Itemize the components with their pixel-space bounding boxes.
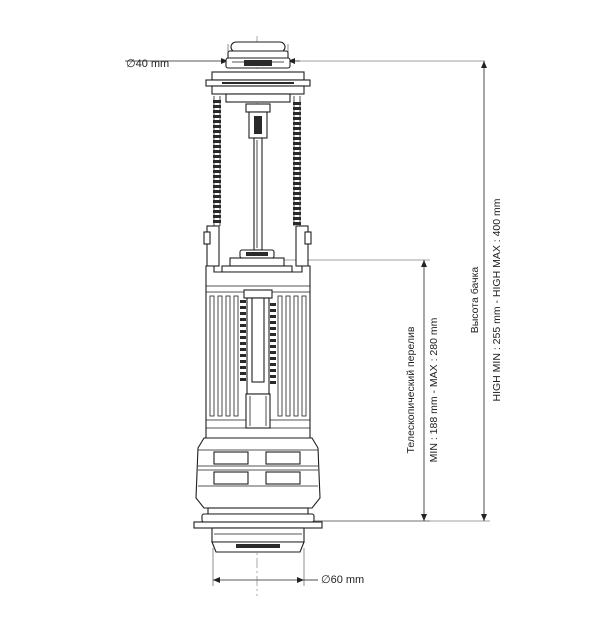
spring-link — [270, 375, 276, 378]
spring-link — [270, 315, 276, 318]
spring-link — [270, 327, 276, 330]
chain-link — [293, 152, 301, 155]
spring-link — [270, 321, 276, 324]
spring-link — [240, 378, 246, 381]
spring-link — [270, 339, 276, 342]
chain-link — [213, 130, 221, 133]
chain-link — [213, 165, 221, 168]
chain-link — [213, 175, 221, 178]
spring-link — [270, 381, 276, 384]
push-button — [226, 42, 290, 68]
top-diameter-label: ∅40 mm — [126, 58, 170, 70]
overflow-range: MIN : 188 mm - MAX : 280 mm — [428, 317, 440, 463]
bottom-diameter-dimension — [213, 548, 364, 586]
chain-link — [293, 182, 301, 185]
float-collar — [222, 250, 292, 272]
cage-bar — [294, 296, 298, 416]
chain-link — [213, 195, 221, 198]
chain-link — [293, 217, 301, 220]
bottom-diameter-label: ∅60 mm — [321, 574, 365, 586]
cage-bar — [234, 296, 238, 416]
chain-link — [213, 135, 221, 138]
chain-link — [213, 180, 221, 183]
chain-link — [213, 205, 221, 208]
chain-link — [293, 157, 301, 160]
cage-bar — [210, 296, 214, 416]
chain-link — [213, 160, 221, 163]
spring-link — [240, 318, 246, 321]
spring-link — [240, 306, 246, 309]
chain-link — [293, 187, 301, 190]
base-seal — [194, 508, 322, 552]
spring-link — [240, 354, 246, 357]
central-rod — [246, 104, 270, 250]
top-diameter-dimension — [125, 44, 485, 70]
chain-link — [293, 162, 301, 165]
chain-link — [213, 220, 221, 223]
chain-link — [293, 132, 301, 135]
chain-link — [293, 102, 301, 105]
chain-link — [213, 170, 221, 173]
chain-link — [213, 125, 221, 128]
chain-link — [213, 200, 221, 203]
spring-link — [270, 351, 276, 354]
spring-link — [270, 333, 276, 336]
chain-link — [293, 147, 301, 150]
chain-link — [293, 112, 301, 115]
spring-link — [240, 312, 246, 315]
right-chain — [294, 96, 300, 226]
spring-link — [270, 345, 276, 348]
cage-bar — [286, 296, 290, 416]
spring-link — [240, 360, 246, 363]
chain-link — [293, 137, 301, 140]
spring-link — [240, 348, 246, 351]
spring-link — [270, 369, 276, 372]
cage-bar — [226, 296, 230, 416]
lower-body — [196, 438, 320, 508]
chain-link — [213, 140, 221, 143]
spring-link — [240, 366, 246, 369]
chain-link — [293, 122, 301, 125]
chain-link — [293, 117, 301, 120]
cage-bar — [218, 296, 222, 416]
chain-link — [213, 215, 221, 218]
chain-link — [293, 192, 301, 195]
chain-link — [213, 145, 221, 148]
chain-link — [293, 142, 301, 145]
cage-bar — [302, 296, 306, 416]
chain-link — [293, 197, 301, 200]
chain-link — [213, 185, 221, 188]
overflow-title: Телескопический перелив — [405, 326, 417, 454]
chain-link — [213, 110, 221, 113]
chain-link — [293, 212, 301, 215]
spring-link — [270, 309, 276, 312]
spring-link — [240, 342, 246, 345]
chain-link — [293, 207, 301, 210]
spring-link — [270, 357, 276, 360]
chain-link — [213, 105, 221, 108]
spring-link — [240, 300, 246, 303]
chain-link — [213, 190, 221, 193]
chain-link — [293, 167, 301, 170]
spring-link — [240, 330, 246, 333]
chain-link — [213, 115, 221, 118]
chain-link — [293, 127, 301, 130]
tank-title: Высота бачка — [469, 266, 481, 334]
spring-link — [270, 363, 276, 366]
overflow-tube — [244, 290, 272, 428]
chain-link — [213, 150, 221, 153]
spring-link — [240, 336, 246, 339]
chain-link — [293, 222, 301, 225]
chain-link — [293, 172, 301, 175]
spring-link — [240, 372, 246, 375]
chain-link — [213, 120, 221, 123]
chain-link — [293, 202, 301, 205]
cage-bar — [278, 296, 282, 416]
chain-link — [213, 155, 221, 158]
chain-link — [213, 210, 221, 213]
chain-link — [293, 107, 301, 110]
tank-range: HIGH MIN : 255 mm - HIGH MAX : 400 mm — [491, 198, 503, 402]
spring-link — [240, 324, 246, 327]
chain-link — [293, 177, 301, 180]
chain-link — [213, 100, 221, 103]
spring-link — [270, 303, 276, 306]
